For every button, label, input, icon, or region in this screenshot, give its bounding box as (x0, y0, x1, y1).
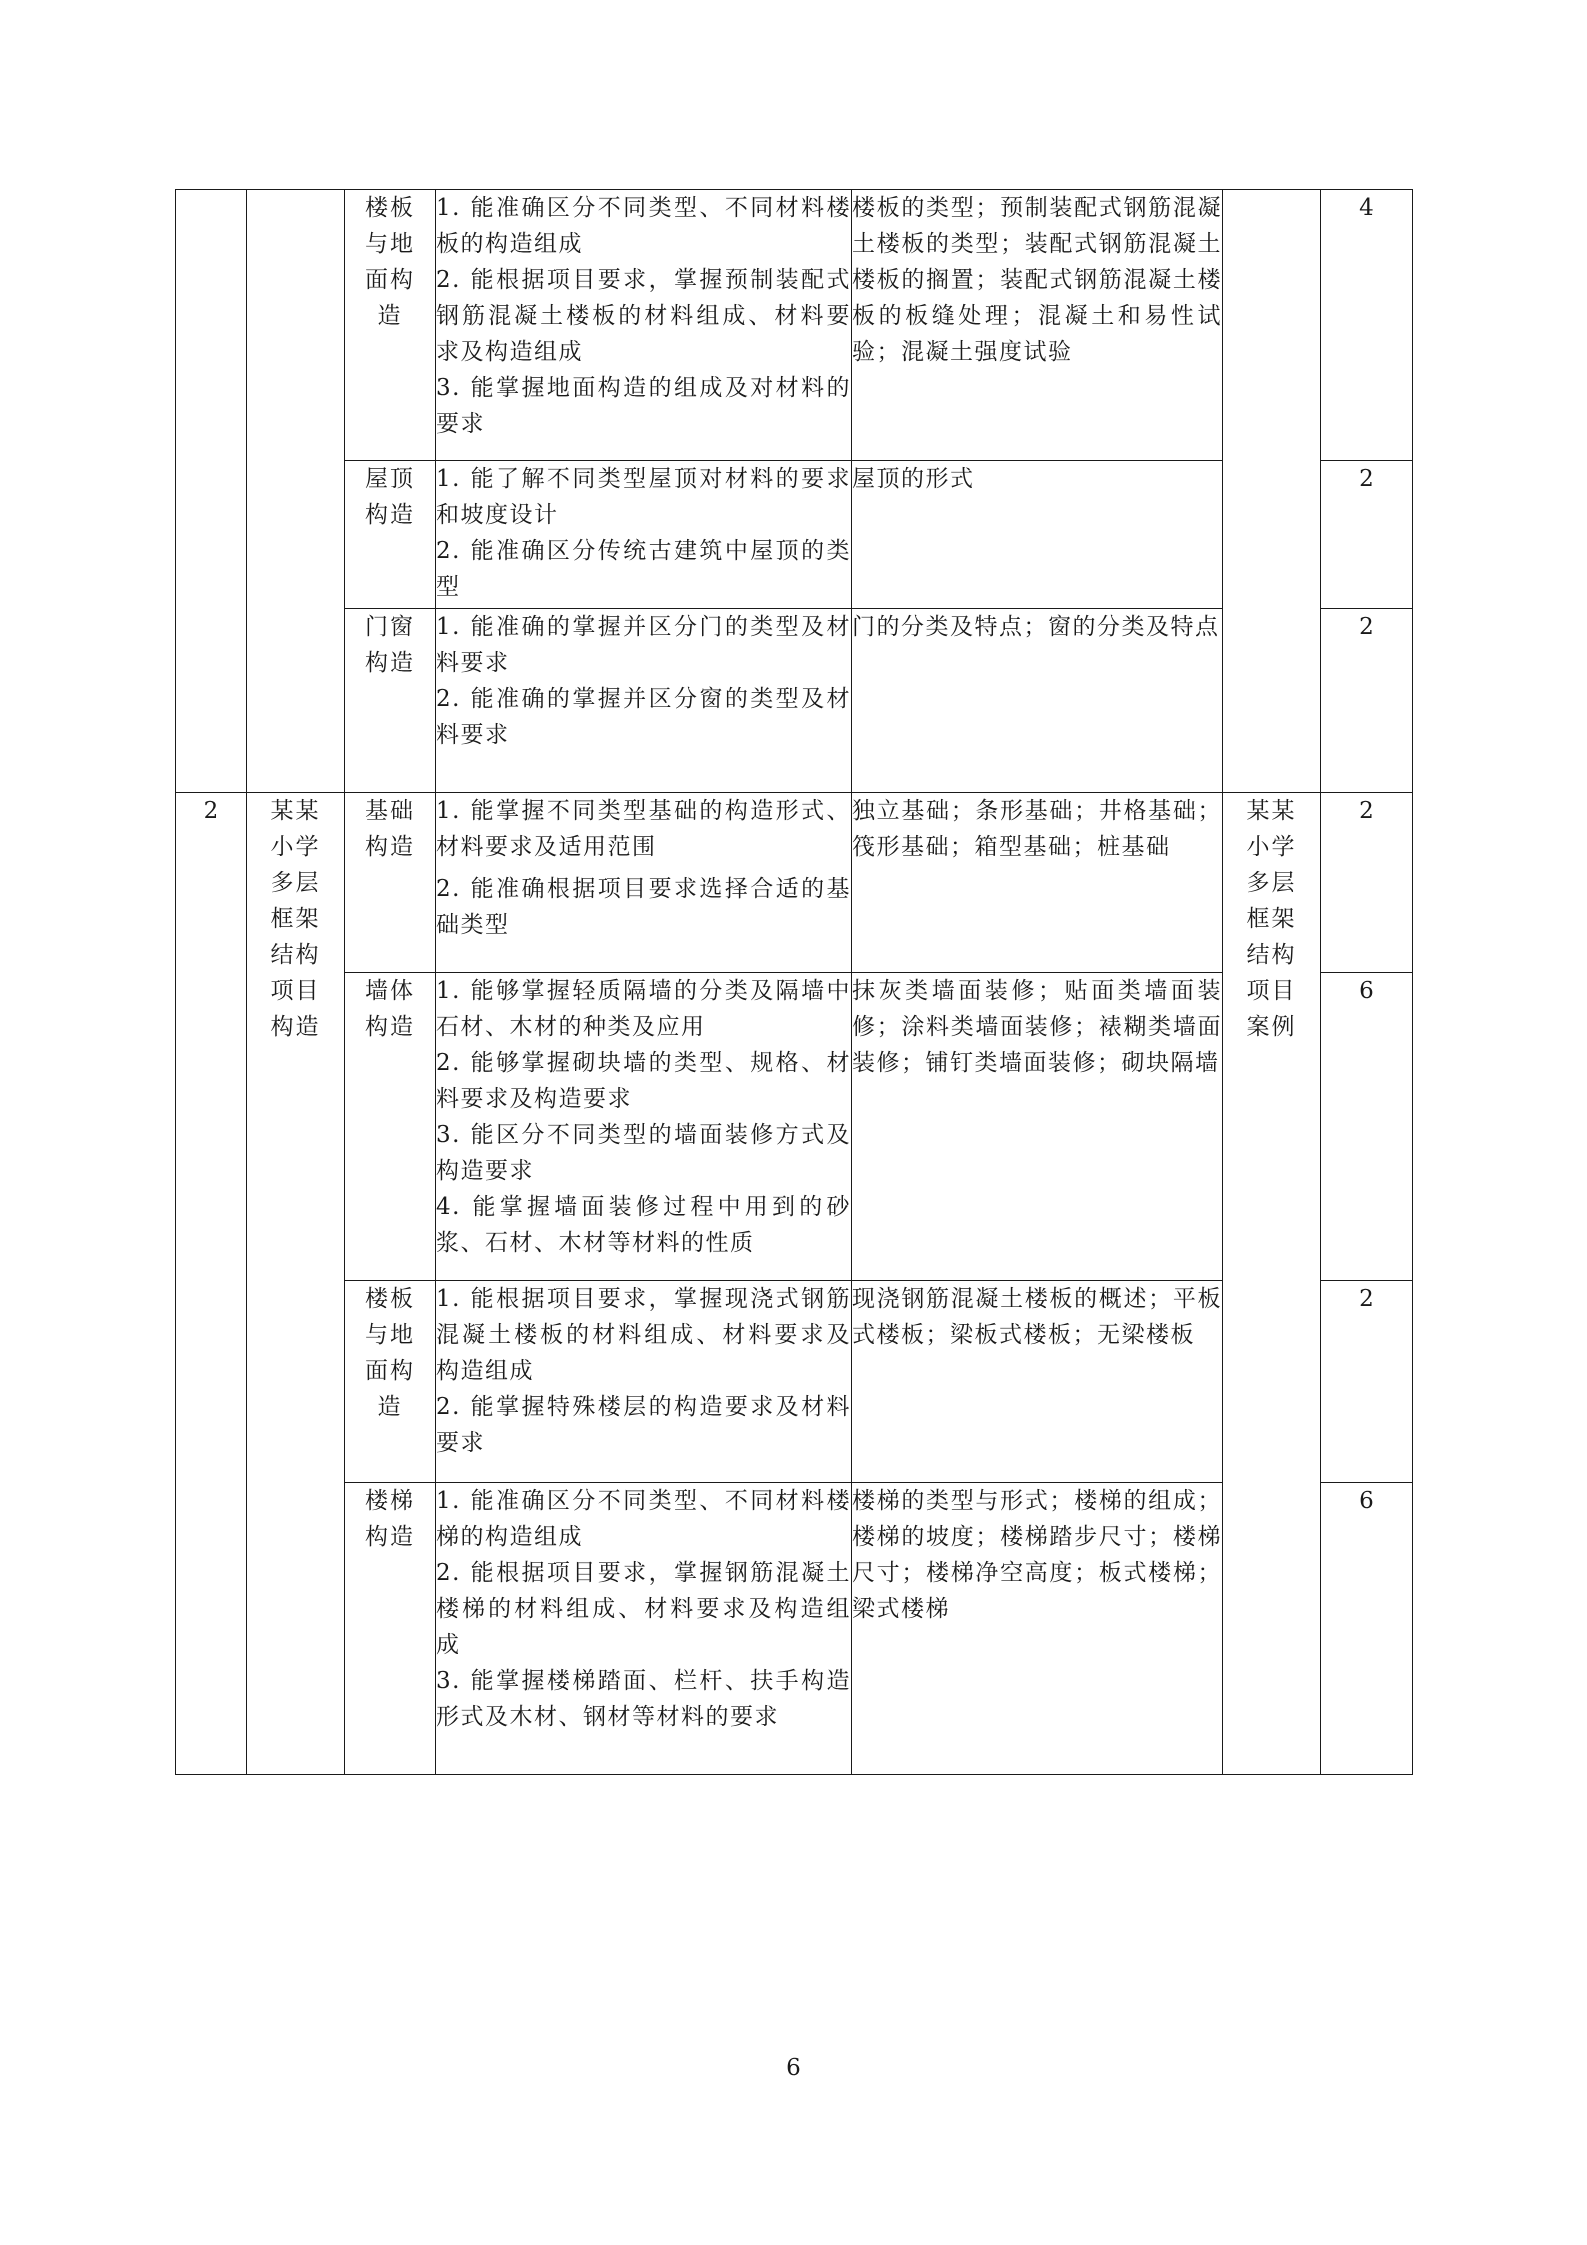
project-cell: 某某小学多层框架结构项目构造 (247, 793, 345, 1775)
page-number: 6 (786, 2055, 801, 2081)
hours-cell: 2 (1321, 1281, 1413, 1483)
objective-item: 1. 能了解不同类型屋顶对材料的要求和坡度设计 (436, 466, 851, 528)
objectives-cell (436, 1483, 852, 1775)
content-cell: 屋顶的形式 (852, 461, 1223, 609)
objective-item: 3. 能掌握楼梯踏面、栏杆、扶手构造形式及木材、钢材等材料的要求 (436, 1668, 851, 1730)
hours-cell: 2 (1321, 793, 1413, 973)
objective-item: 2. 能准确区分传统古建筑中屋顶的类型 (436, 538, 851, 600)
table-row (176, 190, 1413, 461)
objective-item: 1. 能准确区分不同类型、不同材料楼板的构造组成 (436, 195, 851, 257)
objective-item: 1. 能够掌握轻质隔墙的分类及隔墙中石材、木材的种类及应用 (436, 978, 851, 1040)
module-cell: 门窗构造 (345, 609, 436, 793)
content-cell: 楼梯的类型与形式；楼梯的组成；楼梯的坡度；楼梯踏步尺寸；楼梯尺寸；楼梯净空高度；板式楼梯；梁式楼梯 (852, 1483, 1223, 1775)
module-cell: 楼板与地面构造 (345, 190, 436, 461)
table-row (176, 793, 1413, 973)
project-cell (247, 190, 345, 793)
course-table (175, 189, 1413, 1775)
objective-item: 2. 能准确的掌握并区分窗的类型及材料要求 (436, 686, 851, 748)
module-cell: 屋顶构造 (345, 461, 436, 609)
hours-cell: 2 (1321, 609, 1413, 793)
objective-item: 3. 能掌握地面构造的组成及对材料的要求 (436, 375, 851, 437)
hours-cell: 4 (1321, 190, 1413, 461)
hours-cell: 6 (1321, 1483, 1413, 1775)
content-cell: 现浇钢筋混凝土楼板的概述；平板式楼板；梁板式楼板；无梁楼板 (852, 1281, 1223, 1483)
content-cell: 抹灰类墙面装修；贴面类墙面装修；涂料类墙面装修；裱糊类墙面装修；铺钉类墙面装修；砌块隔墙 (852, 973, 1223, 1281)
objective-item: 2. 能根据项目要求，掌握钢筋混凝土楼梯的材料组成、材料要求及构造组成 (436, 1560, 851, 1658)
content-cell: 楼板的类型；预制装配式钢筋混凝土楼板的类型；装配式钢筋混凝土楼板的搁置；装配式钢筋混凝土楼板的板缝处理；混凝土和易性试验；混凝土强度试验 (852, 190, 1223, 461)
module-cell: 楼梯构造 (345, 1483, 436, 1775)
objective-item: 2. 能准确根据项目要求选择合适的基础类型 (436, 876, 851, 938)
content-cell: 独立基础；条形基础；井格基础；筏形基础；箱型基础；桩基础 (852, 793, 1223, 973)
objective-item: 1. 能准确区分不同类型、不同材料楼梯的构造组成 (436, 1488, 851, 1550)
objectives-cell (436, 793, 852, 973)
module-cell: 墙体构造 (345, 973, 436, 1281)
objective-item: 2. 能掌握特殊楼层的构造要求及材料要求 (436, 1394, 851, 1456)
case-cell (1223, 190, 1321, 793)
module-cell: 基础构造 (345, 793, 436, 973)
objectives-cell (436, 461, 852, 609)
content-cell: 门的分类及特点；窗的分类及特点 (852, 609, 1223, 793)
objectives-cell (436, 1281, 852, 1483)
case-cell: 某某小学多层框架结构项目案例 (1223, 793, 1321, 1775)
number-cell (176, 190, 247, 793)
objectives-cell (436, 609, 852, 793)
number-cell: 2 (176, 793, 247, 1775)
objectives-cell (436, 973, 852, 1281)
objective-item: 2. 能够掌握砌块墙的类型、规格、材料要求及构造要求 (436, 1050, 851, 1112)
objectives-cell (436, 190, 852, 461)
hours-cell: 2 (1321, 461, 1413, 609)
objective-item: 1. 能掌握不同类型基础的构造形式、材料要求及适用范围 (436, 798, 851, 860)
objective-item: 1. 能准确的掌握并区分门的类型及材料要求 (436, 614, 851, 676)
objective-item: 2. 能根据项目要求，掌握预制装配式钢筋混凝土楼板的材料组成、材料要求及构造组成 (436, 267, 851, 365)
objective-item: 1. 能根据项目要求，掌握现浇式钢筋混凝土楼板的材料组成、材料要求及构造组成 (436, 1286, 851, 1384)
objective-item: 3. 能区分不同类型的墙面装修方式及构造要求 (436, 1122, 851, 1184)
module-cell: 楼板与地面构造 (345, 1281, 436, 1483)
hours-cell: 6 (1321, 973, 1413, 1281)
objective-item: 4. 能掌握墙面装修过程中用到的砂浆、石材、木材等材料的性质 (436, 1194, 851, 1256)
